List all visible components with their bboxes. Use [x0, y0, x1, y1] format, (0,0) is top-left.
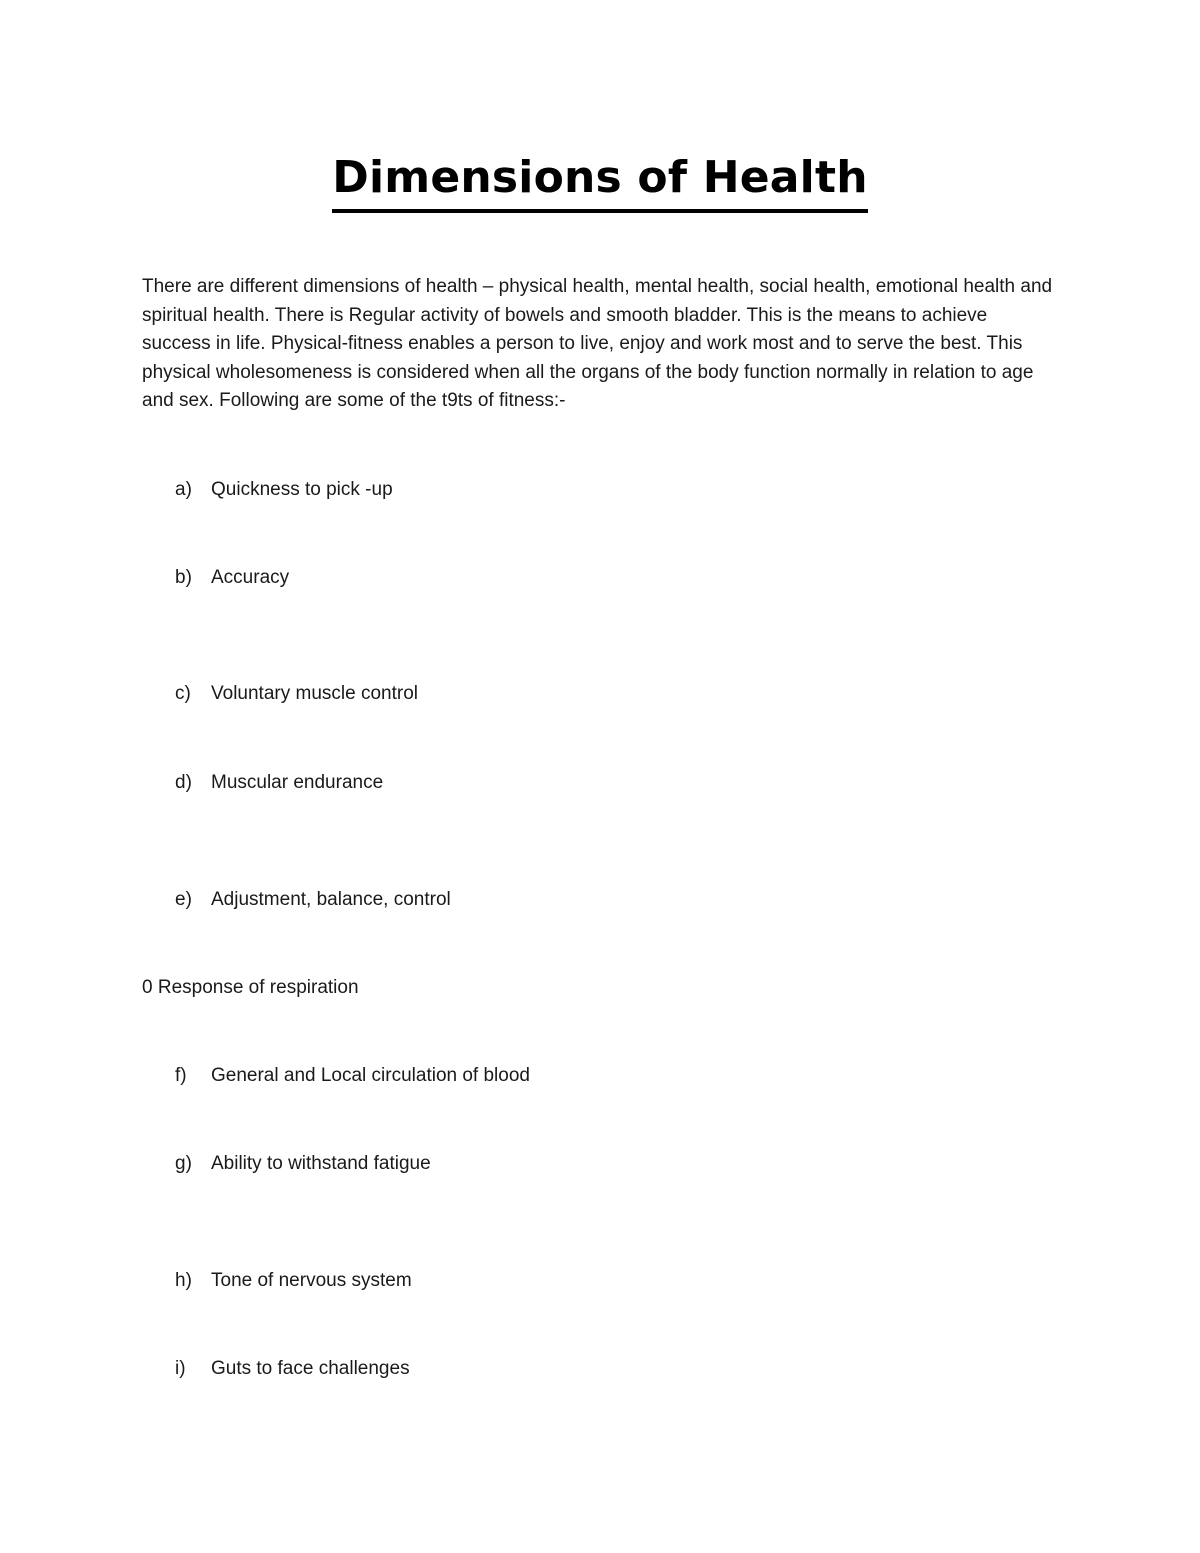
list-item-text: Voluntary muscle control: [211, 683, 418, 704]
list-marker: g): [175, 1153, 192, 1174]
list-item-text: Ability to withstand fatigue: [211, 1153, 431, 1174]
list-item-text: Guts to face challenges: [211, 1358, 410, 1379]
list-marker: e): [175, 889, 192, 910]
list-item-text: General and Local circulation of blood: [211, 1065, 530, 1086]
list-marker: i): [175, 1358, 186, 1379]
intro-paragraph: There are different dimensions of health – physical health, mental health, social health, emotional health and spiritual health. There is Regular activity of bowels and smooth bladder. This is the means to achieve success in life. Physical-fitness enables a person to live, enjoy and work most and to serve the best. This physical wholesomeness is considered when all the organs of the body function normally in relation to age and sex. Following are some of the t9ts of fitness:-: [142, 276, 1053, 411]
list-item-text: Muscular endurance: [211, 772, 384, 793]
list-marker: h): [175, 1270, 192, 1291]
list-marker: b): [175, 567, 192, 588]
list-marker: f): [175, 1065, 187, 1086]
document-title-text: Dimensions of Health: [332, 148, 867, 213]
list-marker: c): [175, 683, 191, 704]
document-title: [0, 148, 1200, 213]
list-item-text: Adjustment, balance, control: [211, 889, 451, 910]
list-item-text: Tone of nervous system: [211, 1270, 412, 1291]
stray-list-line: 0 Response of respiration: [142, 977, 359, 998]
list-marker: d): [175, 772, 192, 793]
list-item-text: Accuracy: [211, 567, 290, 588]
list-marker: a): [175, 479, 192, 500]
list-item-text: Quickness to pick -up: [211, 479, 393, 500]
